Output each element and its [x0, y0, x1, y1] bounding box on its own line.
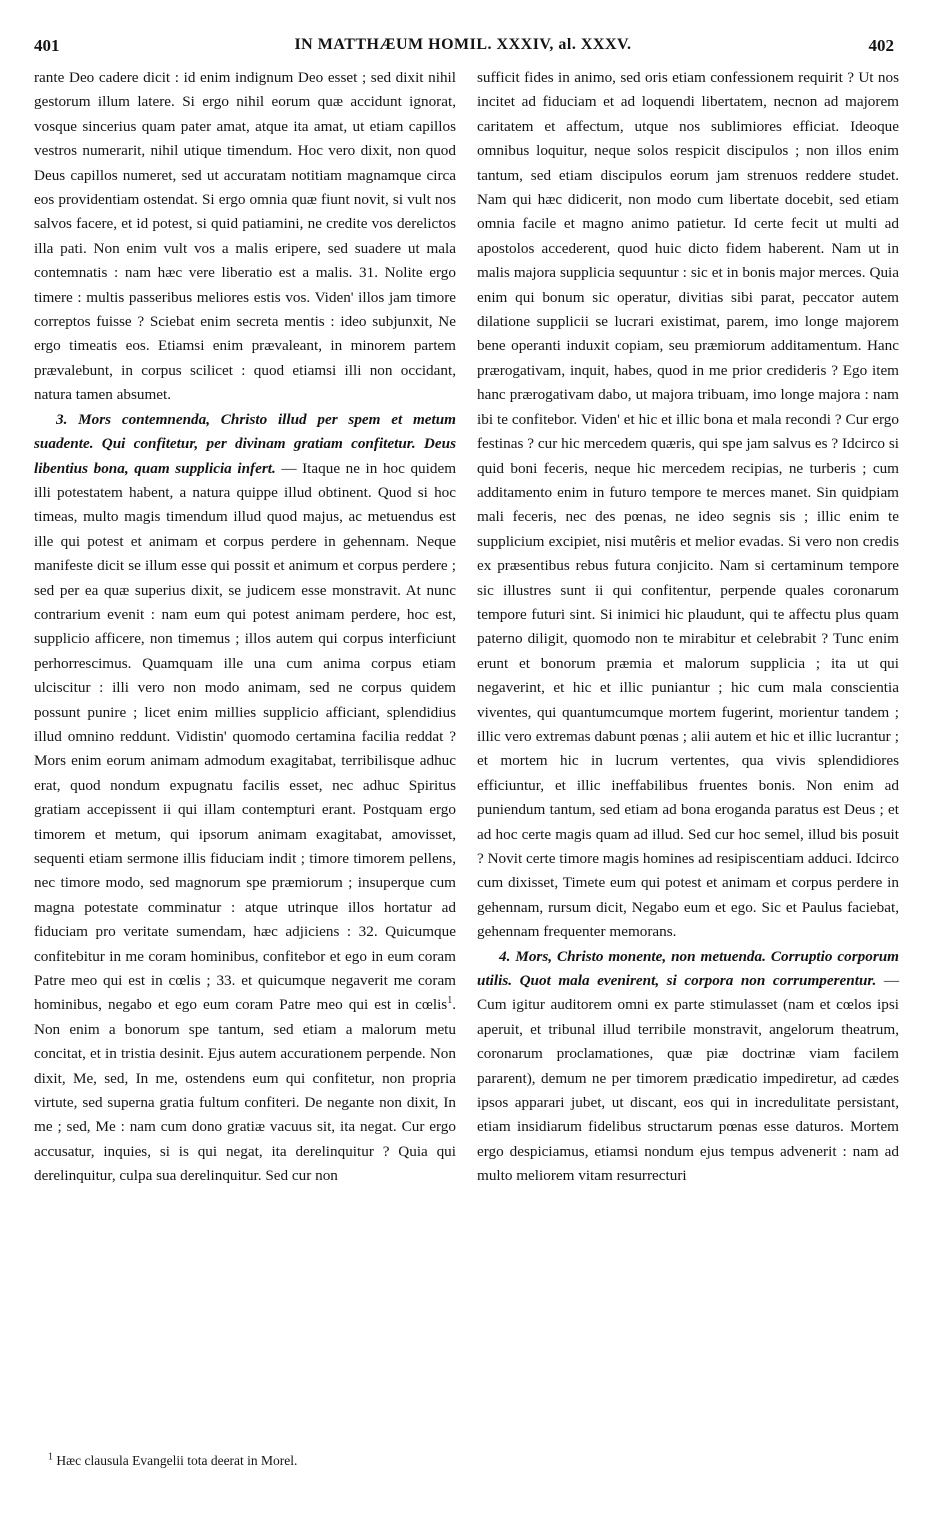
- paragraph: sufficit fides in animo, sed oris etiam confessionem requirit ? Ut nos incitet ad fiduciam et ad loquendi libertatem, necnon ad majorem caritatem et affectum, utque nos sublimiores efficiat. Ideoque omnibus loquitur, neque solos respicit discipulos ; non illos enim tantum, sed etiam discipulos eorum jam strenuos reddere studet. Nam qui hæc didicerit, non modo cum libertate docebit, sed etiam omnia facile et magno animo patietur. Id certe fecit ut multi ad apostolos accederent, quod huic dicto fidem haberent. Nam ut in malis majora supplicia sequuntur : sic et in bonis major merces. Quia enim qui bonum sic operatur, divitias sibi parat, peccator autem dilatione supplicii se lucrari existimat, parem, imo longe majorem bene operanti induxit copiam, seu præmiorum additamentum. Hanc prærogativam, inquit, habes, quod in me prior credideris ? Ego item hanc prærogativam dabo, ut majora tribuam, imo longe majora : nam ibi te confitebor. Viden' et hic et illic bona et mala recondi ? Cur ergo festinas ? cur hic mercedem quæris, qui spe jam salvus es ? Idcirco si quid boni feceris, neque hic mercedem recipias, ne turberis ; cum additamento enim in futuro tempore te merces manet. Sin quidpiam mali feceris, nec des pœnas, ne ideo segnis sis ; illic enim te supplicium excipiet, nisi mutêris et melior evadas. Si vero non credis ex præsentibus rebus futura conjicito. Nam si certaminum tempore sic illustres sunt ii qui confitentur, perpende quales coronarum tempore futuri sint. Si inimici hic plaudunt, qui te affectu plus quam paterno diligit, quomodo non te mirabitur et celebrabit ? Tunc enim erunt et bonorum præmia et malorum supplicia ; ita ut qui negaverint, et hic et illic puniantur ; hic cum mala conscientia viventes, qui quantumcumque mortem fugerint, morientur tandem ; illic vero extremas dabunt pœnas ; alii autem et hic et illic lucrantur ; et mortem hic in lucrum vertentes, qua vivis splendidiores efficiuntur, et illic ineffabilibus fruentes bonis. Non enim ad puniendum tantum, sed etiam ad bona eroganda paratus est Deus ; et ad hoc certe magis quam ad illud. Sed cur hoc semel, illud bis posuit ? Novit certe timore magis homines ad resipiscentiam adduci. Idcirco cum dixisset, Timete eum qui potest et animam et corpus perdere in gehennam, rursum dicit, Negabo eum et ego. Sic et Paulus faciebat, gehennam frequenter memorans.: [477, 69, 899, 941]
- footnote: [48, 1452, 297, 1470]
- section-heading: 3. Mors contemnenda, Christo illud per spem et metum suadente. Qui confitetur, per divinam gratiam confitetur. Deus libentius bona, quam supplicia infert.: [34, 410, 456, 477]
- paragraph-text: — Itaque ne in hoc quidem illi potestatem habent, a natura quippe illud obtinent. Quod si hoc timeas, multo magis timendum illud quod majus, ac metuendus est ille qui potest et animam et corpus perdere in gehennam. Neque manifeste dicit se illum esse qui possit et animum et corpus perdere ; sed per ea quæ superius dixit, se judicem esse monstravit. At nunc contrarium evenit : nam eum qui potest animam perdere, hoc est, supplicio afficere, non timemus ; illos autem qui corpus interficiunt perhorrescimus. Quamquam ille una cum anima corpus etiam ulciscitur : illi vero non modo animam, sed ne corpus quidem possunt punire ; licet enim millies supplicio afficiant, splendidius illud omnino reddunt. Vidistin' quomodo certamina facilia reddat ? Mors enim eorum animam admodum exagitabat, terribilisque adhuc erat, quod nondum expugnatu facilis esset, nec adhuc Spiritus gratiam accepissent ii qui illam contempturi erant. Postquam ergo timorem et metum, qui ipsorum animam exagitabat, amovisset, sequenti etiam sermone illis fiduciam indit ; timore timorem pellens, nec timore modo, sed magnorum spe præmiorum ; insuperque cum magna potestate comminatur : atque utrinque illos hortatur ad fiduciam pro veritate sumendam, hæc adjiciens : 32. Quicumque confitebitur in me coram hominibus, confitebor et ego in eum coram Patre meo qui est in cœlis ; 33. et quicumque negaverit me coram hominibus, negabo et ego eum coram Patre meo qui est in cœlis: [34, 459, 457, 1014]
- paragraph: [34, 408, 456, 1189]
- footnote-text: Hæc clausula Evangelii tota deerat in Morel.: [56, 1453, 298, 1468]
- footnote-mark: 1: [48, 1451, 53, 1463]
- paragraph: [477, 945, 899, 1189]
- page-number-right: 402: [868, 36, 894, 55]
- page-number-left: 401: [34, 36, 60, 55]
- paragraph-text: . Non enim a bonorum spe tantum, sed etiam a malorum metu concitat, et in tristia desinit. Ejus autem accurationem perpende. Non dixit, Me, sed, In me, ostendens eum qui confitetur, non propria virtute, sed superna gratia fultum confiteri. De negante non dixit, In me ; sed, Me : nam cum dono gratiæ vacuus sit, ita negat. Cur ergo accusatur, inquies, si is qui negat, ita derelinquitur ? Quia qui derelinquitur, culpa sua derelinquitur. Sed cur non: [34, 996, 456, 1185]
- section-heading: 4. Mors, Christo monente, non metuenda. Corruptio corporum utilis. Quot mala evenirent, si corpora non corrumperentur.: [477, 947, 899, 990]
- paragraph: rante Deo cadere dicit : id enim indignum Deo esset ; sed dixit nihil gestorum illum latere. Si ergo nihil eorum quæ accidunt ignorat, vosque sincerius quam pater amat, atque ita amat, ut etiam capillos vestros numerarit, nihil utique timendum. Hoc vero dixit, non quod Deus capillos numeret, sed ut accuratam notitiam magnamque circa eos providentiam ostendat. Si ergo omnia quæ fiunt novit, si vult nos salvos facere, et id potest, si quid patiamini, ne credite vos derelictos illa pati. Non enim vult vos a malis eripere, sed suadere ut mala contemnatis : nam hæc vere liberatio est a malis. 31. Nolite ergo timere : multis passeribus meliores estis vos. Viden' illos jam timore correptos fuisse ? Sciebat enim secreta mentis : ideo subjunxit, Ne ergo timeatis eos. Etiamsi enim prævaleant, in minorem partem prævalebunt, in corpus scilicet : quod etiamsi illi non occidant, natura tamen absumet.: [34, 69, 456, 404]
- running-title: IN MATTHÆUM HOMIL. XXXIV, al. XXXV.: [294, 36, 632, 53]
- footnote-reference: 1: [447, 995, 453, 1007]
- running-header: [30, 36, 896, 62]
- left-column: [34, 66, 456, 1189]
- right-column: [477, 66, 899, 1189]
- paragraph-text: — Cum igitur auditorem omni ex parte stimulasset (nam et cœlos ipsi aperuit, et tribunal illud terribile monstravit, angelorum theatrum, coronarum proclamationes, quæ piæ doctrinæ viam facilem pararent), demum ne per timorem prædicatio impediretur, ad cædes ipsos apparari jubet, ut discant, eos qui in incredulitate persistant, etiam insidiarum fidelibus structarum pœnas esse daturos. Mortem ergo despiciamus, etiamsi nondum ejus tempus advenerit : nam ad multo meliorem vitam resurrecturi: [477, 972, 900, 1185]
